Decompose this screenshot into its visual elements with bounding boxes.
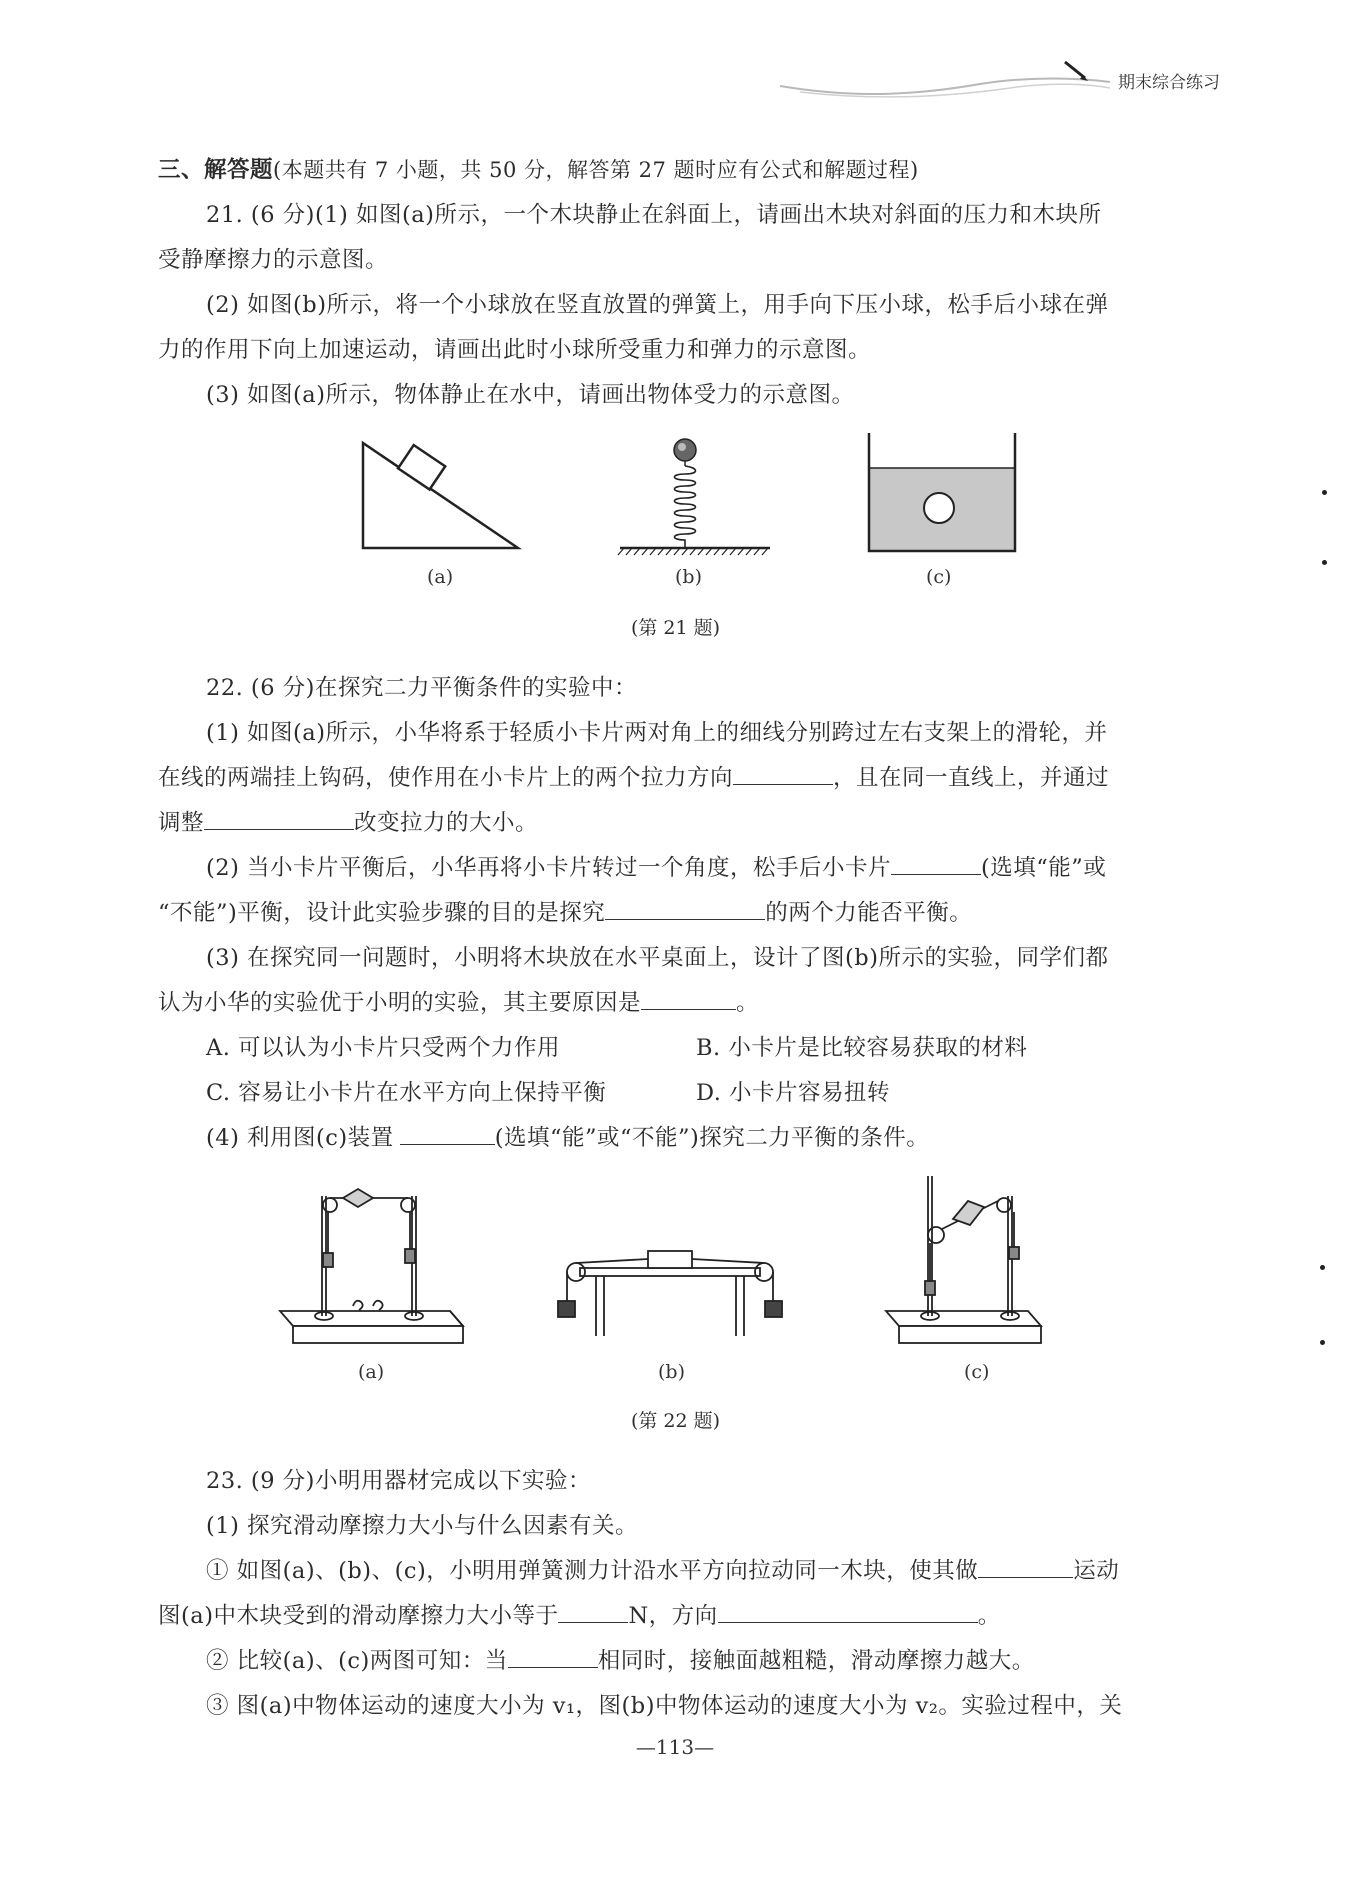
answer-blank-7[interactable] xyxy=(978,1551,1073,1578)
q22-caption-a: (a) xyxy=(358,1361,385,1383)
q23-l5b: 相同时，接触面越粗糙，滑动摩擦力越大。 xyxy=(597,1648,1035,1674)
q23-l3b: 运动 xyxy=(1073,1558,1120,1584)
q23-l4a: 图(a)中木块受到的滑动摩擦力大小等于 xyxy=(158,1603,559,1629)
q21-line4: 力的作用下向上加速运动，请画出此时小球所受重力和弹力的示意图。 xyxy=(158,337,872,363)
q22-p1d: 调整 xyxy=(158,810,205,836)
margin-dot xyxy=(1322,490,1327,495)
q22-p4a: (4) 利用图(c)装置 xyxy=(206,1125,394,1151)
q23-l3a: ① 如图(a)、(b)、(c)，小明用弹簧测力计沿水平方向拉动同一木块，使其做 xyxy=(206,1558,979,1584)
answer-blank-2[interactable] xyxy=(204,803,354,830)
apparatus-b xyxy=(558,1251,782,1336)
q21-caption-a: (a) xyxy=(427,566,454,588)
answer-blank-3[interactable] xyxy=(891,848,981,875)
q22-p3a: (3) 在探究同一问题时，小明将木块放在水平桌面上，设计了图(b)所示的实验，同学们都 xyxy=(206,945,1109,971)
q22-p2c: “不能”)平衡，设计此实验步骤的目的是探究 xyxy=(158,900,606,926)
q23-l4b: N，方向 xyxy=(628,1603,718,1629)
margin-dot xyxy=(1322,560,1327,565)
q21-line1: 21. (6 分)(1) 如图(a)所示，一个木块静止在斜面上，请画出木块对斜面的压力和木块所 xyxy=(206,202,1102,228)
section-note: (本题共有 7 小题，共 50 分，解答第 27 题时应有公式和解题过程) xyxy=(273,158,919,182)
answer-blank-6[interactable] xyxy=(400,1118,495,1145)
q23-line6: ③ 图(a)中物体运动的速度大小为 v₁，图(b)中物体运动的速度大小为 v₂。实验过程中，关 xyxy=(206,1693,1123,1719)
apparatus-a xyxy=(280,1189,463,1343)
section-title: 三、解答题 xyxy=(158,157,274,183)
q21-line2: 受静摩擦力的示意图。 xyxy=(158,247,389,273)
q23-l5a: ② 比较(a)、(c)两图可知：当 xyxy=(206,1648,508,1674)
q22-p1c: ，且在同一直线上，并通过 xyxy=(833,765,1110,791)
q22-p2-line2 xyxy=(158,891,1193,936)
q22-caption-c: (c) xyxy=(964,1361,990,1383)
q22-p1-line2 xyxy=(158,756,1193,801)
q23-line3 xyxy=(158,1549,1193,1594)
spring-figure xyxy=(618,439,770,555)
q21-caption-c: (c) xyxy=(926,566,952,588)
q22-p1e: 改变拉力的大小。 xyxy=(354,810,539,836)
answer-blank-10[interactable] xyxy=(508,1641,598,1668)
q22-p3b: 认为小华的实验优于小明的实验，其主要原因是 xyxy=(158,990,642,1016)
incline-figure xyxy=(363,443,518,548)
section-heading xyxy=(158,148,1193,193)
q22-p2d: 的两个力能否平衡。 xyxy=(765,900,973,926)
q22-p2a: (2) 当小卡片平衡后，小华再将小卡片转过一个角度，松手后小卡片 xyxy=(206,855,892,881)
q21-line3: (2) 如图(b)所示，将一个小球放在竖直放置的弹簧上，用手向下压小球，松手后小球在弹 xyxy=(206,292,1109,318)
answer-blank-9[interactable] xyxy=(718,1596,978,1623)
q21-figure-caption: (第 21 题) xyxy=(630,617,721,639)
q22-p2b: (选填“能”或 xyxy=(981,855,1107,881)
q23-line2: (1) 探究滑动摩擦力大小与什么因素有关。 xyxy=(206,1513,639,1539)
q22-caption-b: (b) xyxy=(658,1361,685,1383)
page-number: —113— xyxy=(635,1735,715,1759)
water-container-figure xyxy=(869,433,1015,551)
q23-line4 xyxy=(158,1594,1193,1639)
header-title: 期末综合练习 xyxy=(1118,73,1220,93)
q22-p4b: (选填“能”或“不能”)探究二力平衡的条件。 xyxy=(494,1125,930,1151)
q21-caption-b: (b) xyxy=(675,566,702,588)
answer-blank-5[interactable] xyxy=(641,983,736,1010)
q21-line5: (3) 如图(a)所示，物体静止在水中，请画出物体受力的示意图。 xyxy=(206,382,855,408)
q22-p1-line3 xyxy=(158,801,1193,846)
page-header xyxy=(780,48,1240,108)
apparatus-c xyxy=(886,1176,1041,1343)
q22-p2-line1 xyxy=(158,846,1193,891)
option-c[interactable]: C. 容易让小卡片在水平方向上保持平衡 xyxy=(206,1080,607,1106)
q23-line1: 23. (9 分)小明用器材完成以下实验： xyxy=(206,1468,591,1494)
q22-p1b: 在线的两端挂上钩码，使作用在小卡片上的两个拉力方向 xyxy=(158,765,734,791)
q22-p4 xyxy=(158,1116,1193,1161)
q22-figure-caption: (第 22 题) xyxy=(630,1410,721,1432)
q21-figures xyxy=(158,418,1193,648)
page-content xyxy=(158,148,1193,1729)
option-d[interactable]: D. 小卡片容易扭转 xyxy=(696,1080,891,1106)
q22-diagram xyxy=(158,1161,1193,1361)
q22-p1a: (1) 如图(a)所示，小华将系于轻质小卡片两对角上的细线分别跨过左右支架上的滑轮，并 xyxy=(206,720,1108,746)
margin-dot xyxy=(1320,1265,1325,1270)
option-b[interactable]: B. 小卡片是比较容易获取的材料 xyxy=(696,1035,1028,1061)
q23-l4c: 。 xyxy=(977,1603,1001,1629)
q22-options xyxy=(158,1026,1193,1116)
q22-p3-line2 xyxy=(158,981,1193,1026)
answer-blank-1[interactable] xyxy=(733,758,833,785)
q22-line1: 22. (6 分)在探究二力平衡条件的实验中： xyxy=(206,675,637,701)
q22-p3c: 。 xyxy=(736,990,760,1016)
answer-blank-4[interactable] xyxy=(605,893,765,920)
q22-figures xyxy=(158,1161,1193,1432)
margin-dot xyxy=(1320,1340,1325,1345)
option-a[interactable]: A. 可以认为小卡片只受两个力作用 xyxy=(206,1035,561,1061)
answer-blank-8[interactable] xyxy=(558,1596,628,1623)
q23-line5 xyxy=(158,1639,1193,1684)
